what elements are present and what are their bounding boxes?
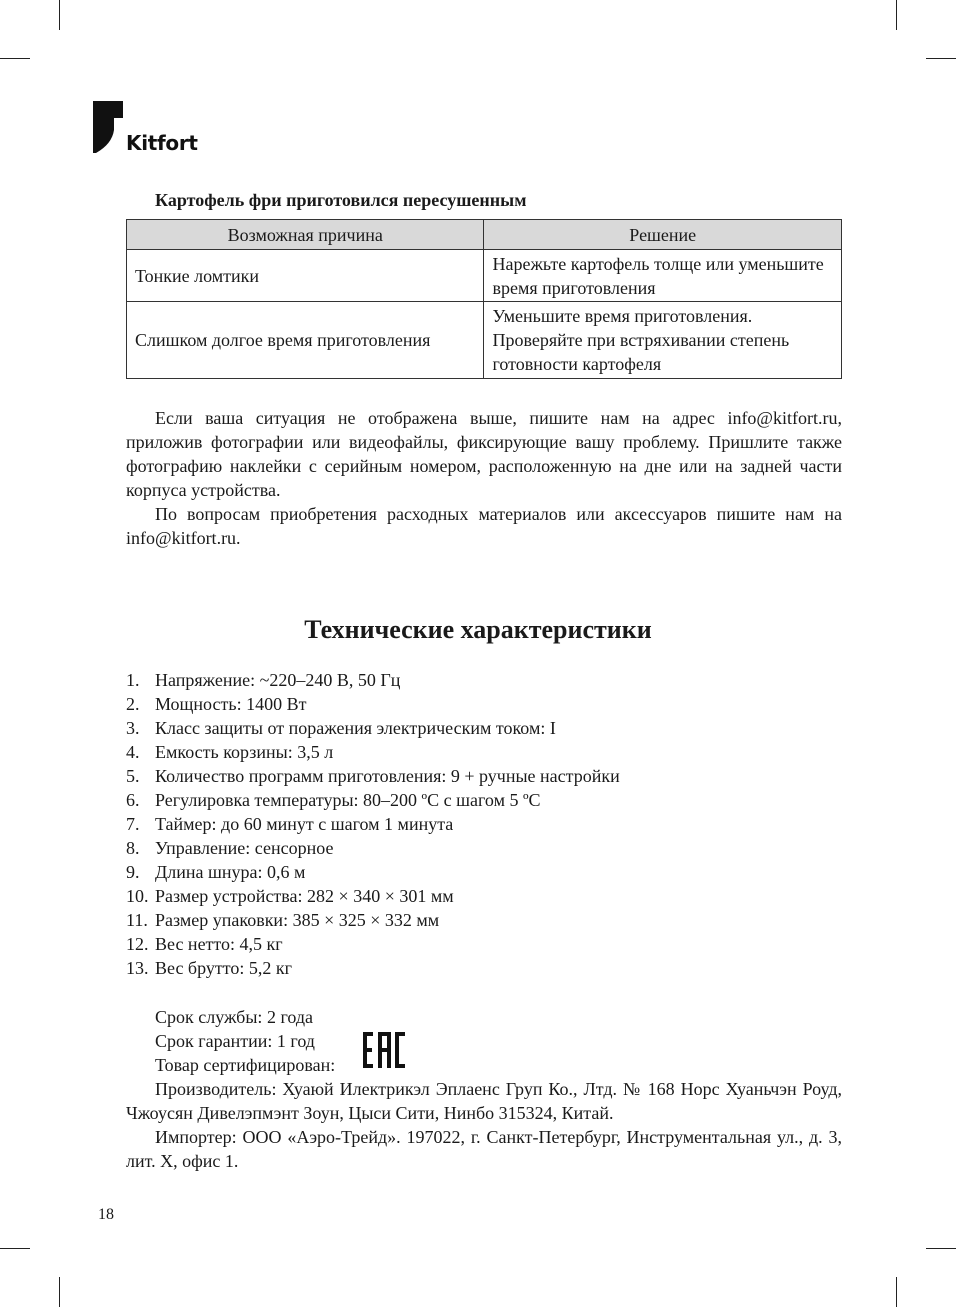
table-row — [127, 250, 842, 302]
list-item — [126, 836, 842, 860]
item-text: Размер упаковки: 385 × 325 × 332 мм — [155, 910, 440, 930]
brand-logo-icon — [92, 100, 124, 154]
accessories-paragraph — [126, 502, 842, 550]
list-item — [126, 956, 842, 980]
importer-paragraph — [126, 1125, 842, 1173]
list-item — [126, 716, 842, 740]
crop-mark — [0, 58, 30, 59]
service-life: Срок службы: 2 года — [155, 1007, 314, 1027]
list-item — [126, 860, 842, 884]
list-item — [126, 740, 842, 764]
brand-logo — [92, 100, 202, 156]
list-item — [126, 908, 842, 932]
list-item — [126, 668, 842, 692]
item-number: 12. — [126, 934, 149, 954]
page-number: 18 — [98, 1206, 114, 1223]
item-number: 5. — [126, 766, 140, 786]
crop-mark — [896, 1277, 897, 1307]
list-item — [126, 932, 842, 956]
certified-label: Товар сертифицирован: — [155, 1055, 336, 1075]
crop-mark — [926, 58, 956, 59]
item-text: Размер устройства: 282 × 340 × 301 мм — [155, 886, 454, 906]
list-item — [126, 764, 842, 788]
item-text: Емкость корзины: 3,5 л — [155, 742, 334, 762]
eac-certification-icon — [362, 1031, 406, 1069]
solution-cell: Уменьшите время приготовления. Проверяйте при встряхивании степень готовности картофеля — [484, 302, 842, 379]
list-item — [126, 884, 842, 908]
item-number: 4. — [126, 742, 140, 762]
contact-text: Если ваша ситуация не отображена выше, пишите нам на адрес info@kitfort.ru, приложив фотографии или видеофайлы, фиксирующие вашу проблему. Пришлите также фотографию наклейки с серийным номером, расположенную на дне или на задней части корпуса устройства. — [126, 408, 842, 500]
crop-mark — [59, 0, 60, 30]
table-header-row — [127, 220, 842, 250]
item-number: 6. — [126, 790, 140, 810]
item-number: 1. — [126, 670, 140, 690]
item-text: Класс защиты от поражения электрическим током: I — [155, 718, 556, 738]
solution-cell: Нарежьте картофель толще или уменьшите время приготовления — [484, 250, 842, 302]
item-text: Регулировка температуры: 80–200 ºС с шагом 5 ºС — [155, 790, 541, 810]
cause-cell: Тонкие ломтики — [127, 250, 484, 302]
crop-mark — [896, 0, 897, 30]
list-item — [126, 812, 842, 836]
item-text: Длина шнура: 0,6 м — [155, 862, 306, 882]
importer-text: Импортер: ООО «Аэро-Трейд». 197022, г. Санкт-Петербург, Инструментальная ул., д. 3, лит. Х, офис 1. — [126, 1127, 842, 1171]
item-number: 3. — [126, 718, 140, 738]
crop-mark — [926, 1248, 956, 1249]
manufacturer-text: Производитель: Хуаюй Илектрикэл Эплаенс Груп Ко., Лтд. № 168 Норс Хуаньчэн Роуд, Чжоусян Дивелэпмэнт Зоун, Цыси Сити, Нинбо 315324, Китай. — [126, 1079, 842, 1123]
item-text: Вес нетто: 4,5 кг — [155, 934, 283, 954]
item-number: 7. — [126, 814, 140, 834]
item-text: Вес брутто: 5,2 кг — [155, 958, 292, 978]
item-number: 13. — [126, 958, 149, 978]
crop-mark — [0, 1248, 30, 1249]
warranty: Срок гарантии: 1 год — [155, 1031, 315, 1051]
specs-heading: Технические характеристики — [304, 615, 652, 644]
list-item — [126, 692, 842, 716]
item-text: Мощность: 1400 Вт — [155, 694, 307, 714]
brand-name: Kitfort — [126, 131, 198, 155]
item-number: 8. — [126, 838, 140, 858]
contact-paragraph — [126, 406, 842, 502]
header-cause: Возможная причина — [127, 220, 484, 250]
item-number: 11. — [126, 910, 148, 930]
cause-cell: Слишком долгое время приготовления — [127, 302, 484, 379]
item-text: Управление: сенсорное — [155, 838, 334, 858]
header-solution: Решение — [484, 220, 842, 250]
item-number: 2. — [126, 694, 140, 714]
specs-list — [126, 668, 842, 980]
item-number: 10. — [126, 886, 149, 906]
troubleshooting-table — [126, 219, 842, 379]
crop-mark — [59, 1277, 60, 1307]
accessories-text: По вопросам приобретения расходных материалов или аксессуаров пишите нам на info@kitfort.ru. — [126, 504, 842, 548]
item-text: Количество программ приготовления: 9 + ручные настройки — [155, 766, 620, 786]
item-text: Напряжение: ~220–240 В, 50 Гц — [155, 670, 401, 690]
list-item — [126, 788, 842, 812]
item-number: 9. — [126, 862, 140, 882]
table-row — [127, 302, 842, 379]
manufacturer-paragraph — [126, 1077, 842, 1125]
section-title: Картофель фри приготовился пересушенным — [155, 190, 527, 210]
item-text: Таймер: до 60 минут с шагом 1 минута — [155, 814, 454, 834]
